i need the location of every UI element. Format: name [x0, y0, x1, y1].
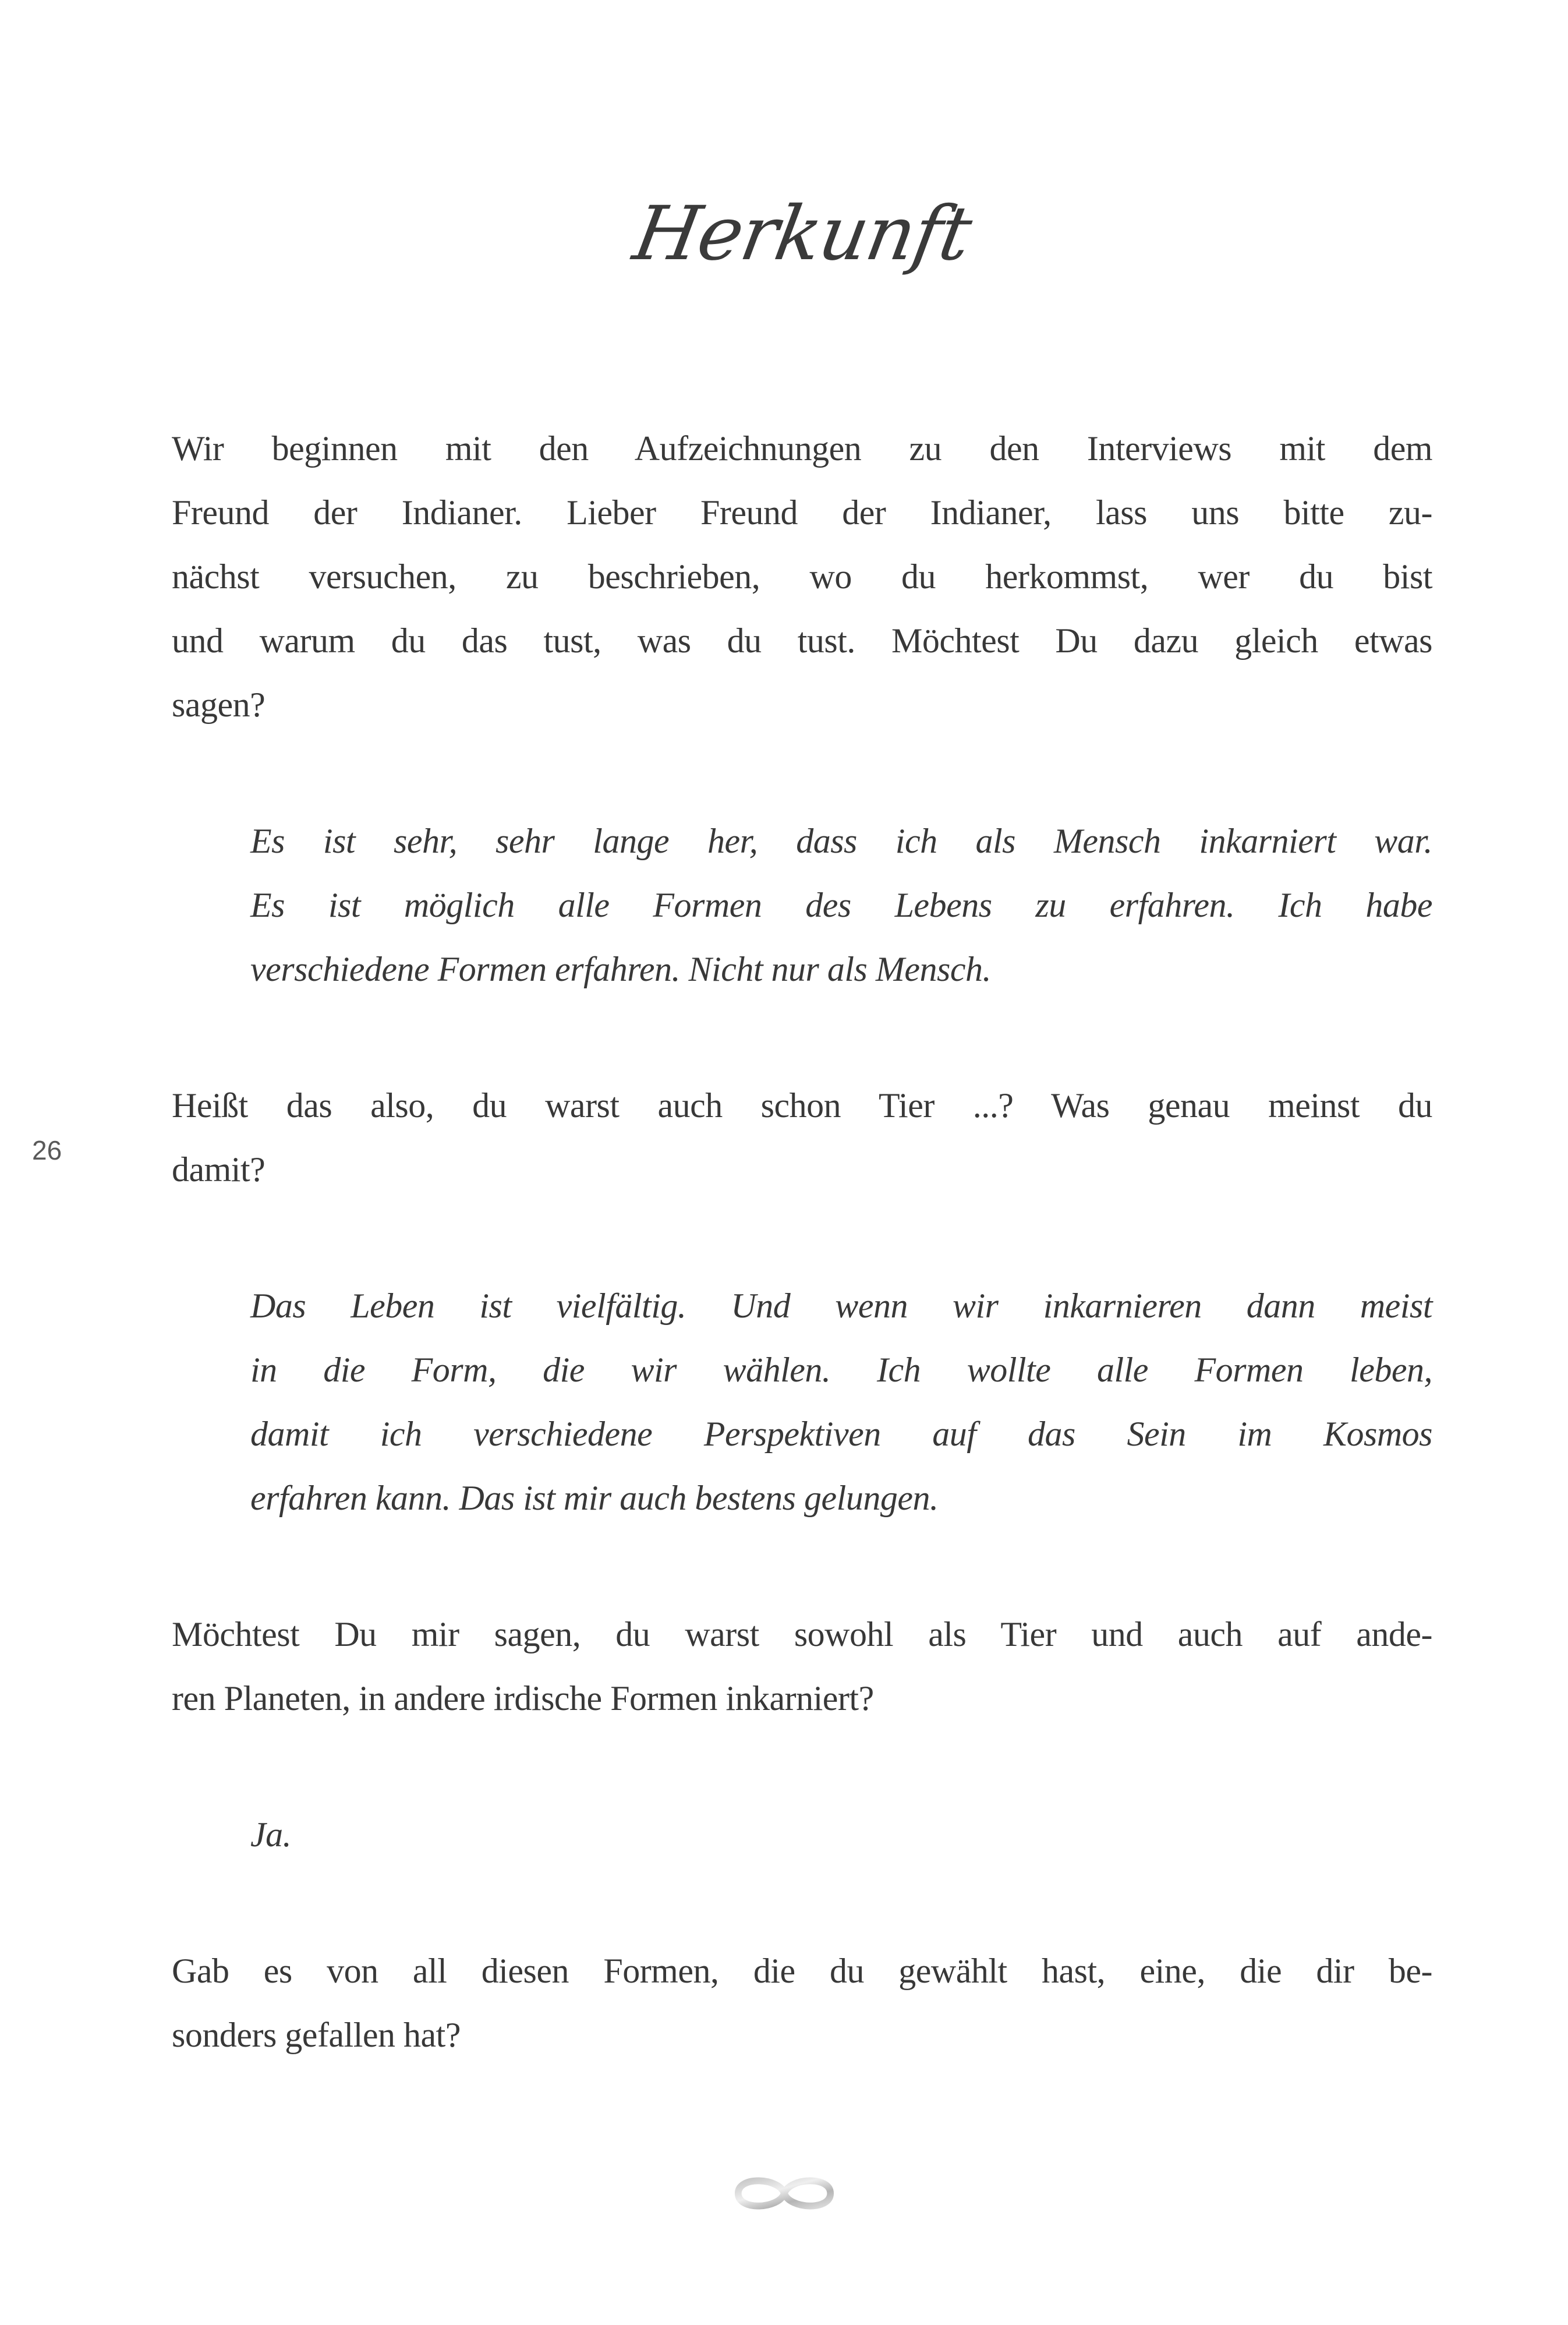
text-line: ren Planeten, in andere irdische Formen inkarniert?	[172, 1679, 874, 1718]
text-line: Es ist sehr, sehr lange her, dass ich als Mensch inkarniert war.	[250, 822, 1432, 860]
text-line: Wir beginnen mit den Aufzeichnungen zu den Interviews mit dem	[172, 429, 1432, 468]
answer-paragraph	[250, 1274, 1432, 1530]
text-line: in die Form, die wir wählen. Ich wollte alle Formen leben,	[250, 1351, 1432, 1389]
question-paragraph	[172, 1073, 1432, 1202]
text-line: Das Leben ist vielfältig. Und wenn wir inkarnieren dann meist	[250, 1287, 1432, 1325]
infinity-icon	[732, 2171, 837, 2216]
text-line: erfahren kann. Das ist mir auch bestens gelungen.	[250, 1479, 939, 1517]
text-line: Gab es von all diesen Formen, die du gewählt hast, eine, die dir be-	[172, 1952, 1432, 1990]
text-line: Möchtest Du mir sagen, du warst sowohl als Tier und auch auf ande-	[172, 1615, 1432, 1653]
body-text-column	[172, 416, 1432, 2067]
text-line: Freund der Indianer. Lieber Freund der Indianer, lass uns bitte zu-	[172, 493, 1432, 532]
text-line: und warum du das tust, was du tust. Möchtest Du dazu gleich etwas	[172, 621, 1432, 660]
text-line: Ja.	[250, 1815, 292, 1854]
text-line: verschiedene Formen erfahren. Nicht nur als Mensch.	[250, 950, 991, 988]
text-line: Es ist möglich alle Formen des Lebens zu erfahren. Ich habe	[250, 886, 1432, 924]
answer-paragraph	[250, 809, 1432, 1001]
chapter-title: Herkunft	[627, 190, 977, 277]
text-line: damit ich verschiedene Perspektiven auf das Sein im Kosmos	[250, 1415, 1432, 1453]
text-line: Heißt das also, du warst auch schon Tier ...? Was genau meinst du	[172, 1086, 1432, 1125]
page-number: 26	[32, 1135, 62, 1165]
text-line: sagen?	[172, 686, 266, 724]
question-paragraph	[172, 1939, 1432, 2067]
question-paragraph	[172, 1602, 1432, 1730]
text-line: nächst versuchen, zu beschrieben, wo du herkommst, wer du bist	[172, 557, 1432, 596]
answer-paragraph	[250, 1803, 1432, 1867]
text-line: sonders gefallen hat?	[172, 2016, 461, 2054]
question-paragraph	[172, 416, 1432, 737]
text-line: damit?	[172, 1150, 266, 1189]
